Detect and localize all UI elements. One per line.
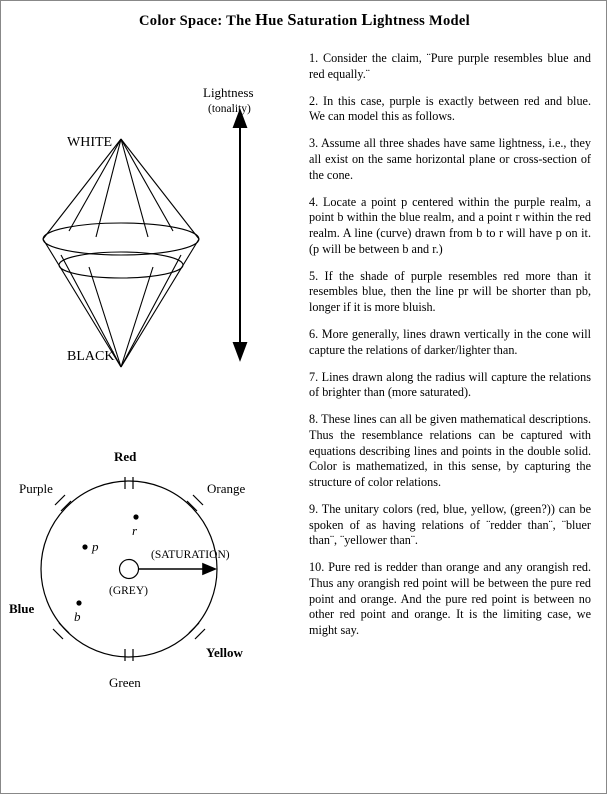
title-text-3: ue (268, 13, 288, 29)
tonality-label (208, 103, 251, 115)
title-text-2: H (255, 10, 269, 29)
title-text-7: ightness Model (372, 13, 470, 29)
text-item-5: 5. If the shade of purple resembles red more than it resembles blue, then the line pr will be shorter than pb, longer if it is more bluish. (309, 268, 591, 314)
text-item-9: 9. The unitary colors (red, blue, yellow, (green?)) can be spoken of as having relations of ¨redder than¨, ¨bluer than¨, ¨yellower than¨. (309, 502, 591, 548)
wheel-yellow-label (206, 645, 243, 661)
wheel-purple-label (19, 481, 53, 497)
tonality-label-text: (tonality) (208, 103, 251, 115)
purple-label-text: Purple (19, 481, 53, 496)
text-item-4: 4. Locate a point p centered within the purple realm, a point b within the blue realm, and a point r within the red realm. A line (curve) drawn from b to r will have p on it. (p will be between b and r.) (309, 194, 591, 256)
blue-label-text: Blue (9, 601, 35, 616)
point-r-text: r (132, 523, 138, 538)
double-cone-figure (1, 37, 301, 387)
saturation-arrow (139, 564, 215, 574)
black-label-text: BLACK (67, 349, 115, 364)
title-text-6: L (361, 10, 373, 29)
wheel-orange-label (207, 481, 245, 497)
wheel-point-b-label (74, 609, 81, 625)
red-label-text: Red (114, 449, 137, 464)
wheel-blue-label (9, 601, 34, 617)
point-b-dot (76, 600, 81, 605)
orange-label-text: Orange (207, 481, 246, 496)
text-item-6: 6. More generally, lines drawn vertically in the cone will capture the relations of darker/lighter than. (309, 327, 591, 357)
cone-black-label (67, 349, 114, 365)
color-wheel-figure (1, 437, 301, 737)
yellow-label-text: Yellow (206, 645, 243, 660)
point-b-text: b (74, 609, 81, 624)
title-text-1: Color Space: The (139, 13, 256, 29)
saturation-label-text: (SATURATION) (151, 549, 230, 561)
white-label-text: WHITE (67, 135, 113, 150)
wheel-red-label (114, 449, 136, 465)
explanatory-text-column (309, 51, 591, 650)
figures-column (1, 37, 301, 787)
point-r-dot (133, 514, 138, 519)
lightness-axis-arrow (210, 105, 270, 365)
wheel-grey-label (109, 585, 148, 597)
text-item-8: 8. These lines can all be given mathematical descriptions. Thus the resemblance relations can be captured with equations describing lines and points in the double solid. Color is mathematized, in this sense, by capturing the structure of color relations. (309, 412, 591, 489)
wheel-point-p-label (92, 539, 99, 555)
text-item-2: 2. In this case, purple is exactly between red and blue. We can model this as follows. (309, 93, 591, 124)
wheel-saturation-label (151, 549, 230, 561)
green-label-text: Green (109, 675, 141, 690)
title-text-5: aturation (296, 13, 362, 29)
point-p-text: p (92, 539, 99, 554)
text-item-10: 10. Pure red is redder than orange and any orangish red. Thus any orangish red point will be between the pure red point and orange. And the pure red point is between no other red point and orange. It is the limiting case, we might say. (309, 560, 591, 637)
text-item-3: 3. Assume all three shades have same lightness, i.e., they all exist on the same horizontal plane or cross-section of the cone. (309, 136, 591, 182)
point-p-dot (82, 544, 87, 549)
lightness-label-text: Lightness (203, 85, 254, 100)
text-item-1: 1. Consider the claim, ¨Pure purple resembles blue and red equally.¨ (309, 51, 591, 81)
cone-white-label (67, 135, 112, 151)
title-text-4: S (287, 10, 297, 29)
wheel-green-label (109, 675, 141, 691)
page-title (1, 10, 607, 30)
wheel-point-r-label (132, 523, 137, 539)
lightness-label (203, 85, 254, 101)
grey-label-text: (GREY) (109, 585, 148, 597)
text-item-7: 7. Lines drawn along the radius will capture the relations of brighter than (more saturated). (309, 369, 591, 400)
